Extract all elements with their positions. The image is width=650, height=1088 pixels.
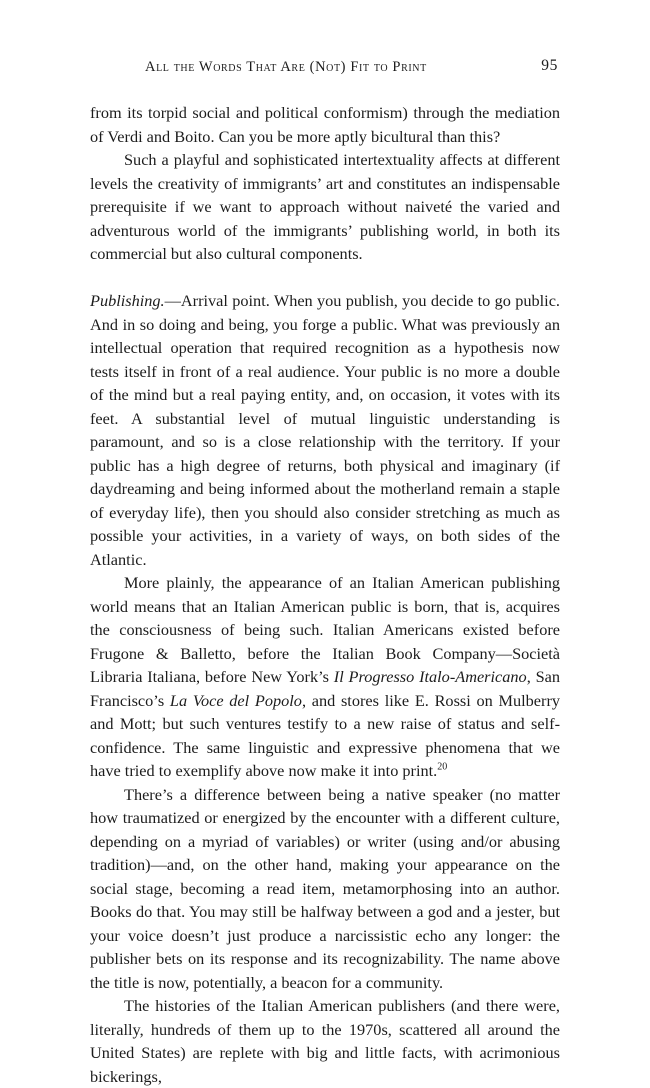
newspaper-title-voce: La Voce del Popolo — [169, 690, 302, 710]
paragraph-4-part-a: More plainly, the appearance of an Italian American publishing world means that an Italian American public is born, that is, acquires the consciousness of being such. Italian Americans existed before Frugone & Balletto, before the Italian Book Company—Società Libraria Italiana, before New York’s — [90, 573, 560, 686]
paragraph-2: Such a playful and sophisticated intertextuality affects at different levels the creativity of immigrants’ art and constitutes an indispensable prerequisite if we want to approach without naiveté the varied and adventurous world of the immigrants’ publishing world, in both its commercial but also cultural components. — [90, 150, 560, 263]
page-number: 95 — [541, 57, 558, 74]
footnote-marker[interactable]: 20 — [437, 761, 448, 773]
paragraph-4-part-b: , San Francisco’s — [90, 667, 560, 710]
running-header — [90, 55, 560, 79]
paragraph-6: The histories of the Italian American publishers (and there were, literally, hundreds of them up to the 1970s, scattered all around the United States) are replete with big and little facts, with acrimonious bickerings, — [90, 996, 560, 1086]
paragraph-4 — [90, 571, 560, 783]
paragraph-publishing-text: —Arrival point. When you publish, you decide to go public. And in so doing and being, you forge a public. What was previously an intellectual operation that required recognition as a hypothesis now tests itself in front of a real audience. Your public is no more a double of the mind but a real paying entity, and, on occasion, it votes with its feet. A substantial level of mutual linguistic understanding is paramount, and so is a close relationship with the territory. If your public has a high degree of returns, both physical and imaginary (if daydreaming and being informed about the motherland remain a staple of everyday life), then you should also consider stretching as much as possible your activities, in a variety of ways, on both sides of the Atlantic. — [90, 291, 560, 569]
paragraph-5: There’s a difference between being a native speaker (no matter how traumatized or energized by the encounter with a different culture, depending on a myriad of variables) or writer (using and/or abusing tradition)—and, on the other hand, making your appearance on the social stage, becoming a read item, metamorphosing into an author. Books do that. You may still be halfway between a god and a jester, but your voice doesn’t just produce a narcissistic echo any longer: the publisher bets on its response and its recognizability. The name above the title is now, potentially, a beacon for a community. — [90, 784, 560, 992]
paragraph-4-part-c: , and stores like E. Rossi on Mulberry and Mott; but such ventures testify to a new raise of status and self-confidence. The same linguistic and expressive phenomena that we have tried to exemplify above now make it into print. — [90, 690, 561, 780]
running-title: All the Words That Are (Not) Fit to Print — [145, 59, 427, 75]
paragraph-publishing — [90, 289, 560, 571]
section-heading-publishing: Publishing. — [90, 291, 165, 310]
book-page — [90, 55, 560, 1088]
paragraph-1: from its torpid social and political conformism) through the mediation of Verdi and Boito. Can you be more aptly bicultural than this? — [90, 103, 560, 146]
body-text — [90, 101, 560, 1088]
newspaper-title-progresso: Il Progresso Italo-Americano — [333, 667, 527, 686]
